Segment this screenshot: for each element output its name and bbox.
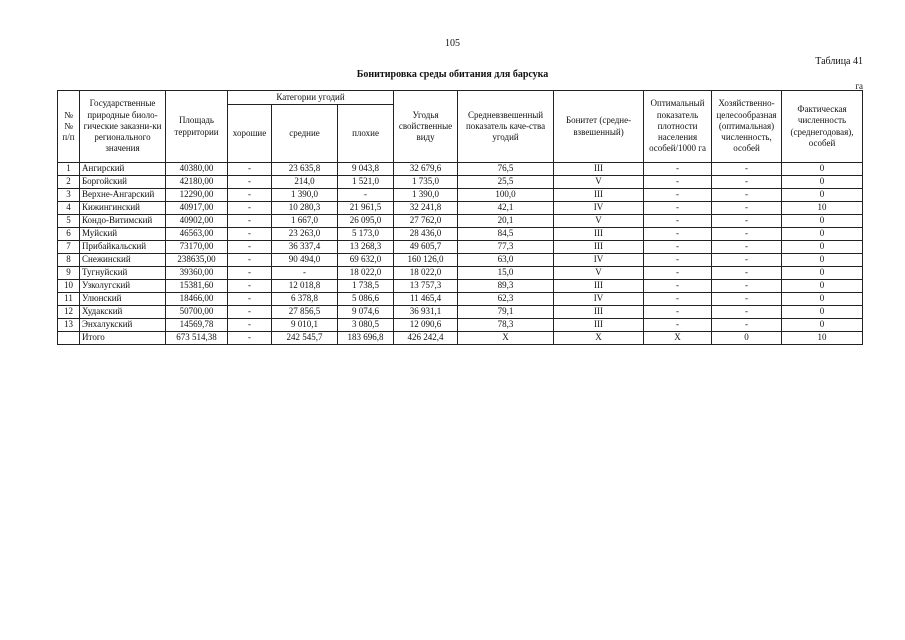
good-cell: - <box>228 176 272 189</box>
unit-label: га <box>855 81 863 91</box>
reserve-name-cell: Кондо-Витимский <box>80 215 166 228</box>
poor-cell: 69 632,0 <box>338 254 394 267</box>
actual-cell: 0 <box>782 215 863 228</box>
reserve-name-cell: Ангирский <box>80 163 166 176</box>
row-number-cell: 5 <box>58 215 80 228</box>
good-cell: - <box>228 202 272 215</box>
suitable-cell: 426 242,4 <box>394 332 458 345</box>
table-row <box>58 306 863 319</box>
col-header-suitable: Угодья свойственные виду <box>394 91 458 163</box>
table-row <box>58 293 863 306</box>
weighted-cell: 20,1 <box>458 215 554 228</box>
actual-cell: 0 <box>782 163 863 176</box>
col-header-area: Площадь территории <box>166 91 228 163</box>
row-number-cell: 2 <box>58 176 80 189</box>
actual-cell: 0 <box>782 176 863 189</box>
medium-cell: - <box>272 267 338 280</box>
suitable-cell: 28 436,0 <box>394 228 458 241</box>
suitable-cell: 27 762,0 <box>394 215 458 228</box>
medium-cell: 23 635,8 <box>272 163 338 176</box>
density-cell: - <box>644 293 712 306</box>
bonitet-cell: IV <box>554 293 644 306</box>
economic-cell: - <box>712 280 782 293</box>
medium-cell: 242 545,7 <box>272 332 338 345</box>
table-row <box>58 254 863 267</box>
actual-cell: 0 <box>782 189 863 202</box>
row-number-cell <box>58 332 80 345</box>
weighted-cell: 76,5 <box>458 163 554 176</box>
table-body <box>58 163 863 345</box>
reserve-name-cell: Кижингинский <box>80 202 166 215</box>
weighted-cell: 84,5 <box>458 228 554 241</box>
bonitet-cell: III <box>554 280 644 293</box>
actual-cell: 0 <box>782 254 863 267</box>
economic-cell: 0 <box>712 332 782 345</box>
table-row <box>58 280 863 293</box>
suitable-cell: 32 241,8 <box>394 202 458 215</box>
good-cell: - <box>228 280 272 293</box>
bonitet-cell: III <box>554 319 644 332</box>
medium-cell: 12 018,8 <box>272 280 338 293</box>
poor-cell: 5 173,0 <box>338 228 394 241</box>
reserve-name-cell: Худакский <box>80 306 166 319</box>
actual-cell: 0 <box>782 293 863 306</box>
col-header-weighted: Средневзвешенный показатель каче-ства угодий <box>458 91 554 163</box>
area-cell: 73170,00 <box>166 241 228 254</box>
area-cell: 673 514,38 <box>166 332 228 345</box>
poor-cell: 21 961,5 <box>338 202 394 215</box>
economic-cell: - <box>712 241 782 254</box>
area-cell: 40917,00 <box>166 202 228 215</box>
medium-cell: 1 667,0 <box>272 215 338 228</box>
medium-cell: 10 280,3 <box>272 202 338 215</box>
economic-cell: - <box>712 306 782 319</box>
good-cell: - <box>228 332 272 345</box>
header-row-1 <box>58 91 863 105</box>
density-cell: - <box>644 254 712 267</box>
row-number-cell: 11 <box>58 293 80 306</box>
good-cell: - <box>228 267 272 280</box>
poor-cell: 3 080,5 <box>338 319 394 332</box>
density-cell: - <box>644 306 712 319</box>
poor-cell: 183 696,8 <box>338 332 394 345</box>
good-cell: - <box>228 189 272 202</box>
density-cell: - <box>644 163 712 176</box>
suitable-cell: 11 465,4 <box>394 293 458 306</box>
density-cell: - <box>644 176 712 189</box>
reserve-name-cell: Итого <box>80 332 166 345</box>
table-row <box>58 202 863 215</box>
area-cell: 39360,00 <box>166 267 228 280</box>
table-row <box>58 163 863 176</box>
density-cell: - <box>644 189 712 202</box>
good-cell: - <box>228 215 272 228</box>
suitable-cell: 13 757,3 <box>394 280 458 293</box>
poor-cell: 26 095,0 <box>338 215 394 228</box>
col-header-reserve: Государственные природные биоло-гические заказни-ки регионального значения <box>80 91 166 163</box>
medium-cell: 9 010,1 <box>272 319 338 332</box>
area-cell: 50700,00 <box>166 306 228 319</box>
table-row <box>58 267 863 280</box>
density-cell: - <box>644 228 712 241</box>
suitable-cell: 32 679,6 <box>394 163 458 176</box>
poor-cell: 5 086,6 <box>338 293 394 306</box>
poor-cell: 1 521,0 <box>338 176 394 189</box>
density-cell: - <box>644 280 712 293</box>
col-header-poor: плохие <box>338 105 394 163</box>
col-header-optimal-density: Оптимальный показатель плотности населения особей/1000 га <box>644 91 712 163</box>
economic-cell: - <box>712 176 782 189</box>
economic-cell: - <box>712 254 782 267</box>
col-header-medium: средние <box>272 105 338 163</box>
density-cell: - <box>644 215 712 228</box>
col-header-good: хорошие <box>228 105 272 163</box>
weighted-cell: 63,0 <box>458 254 554 267</box>
poor-cell: 13 268,3 <box>338 241 394 254</box>
suitable-cell: 160 126,0 <box>394 254 458 267</box>
weighted-cell: 42,1 <box>458 202 554 215</box>
suitable-cell: 1 735,0 <box>394 176 458 189</box>
area-cell: 18466,00 <box>166 293 228 306</box>
good-cell: - <box>228 241 272 254</box>
good-cell: - <box>228 228 272 241</box>
suitable-cell: 1 390,0 <box>394 189 458 202</box>
medium-cell: 214,0 <box>272 176 338 189</box>
bonitet-cell: V <box>554 215 644 228</box>
bonitet-cell: V <box>554 176 644 189</box>
bonitet-cell: IV <box>554 202 644 215</box>
bonitet-cell: Х <box>554 332 644 345</box>
page-number: 105 <box>445 38 460 49</box>
actual-cell: 0 <box>782 241 863 254</box>
poor-cell: 18 022,0 <box>338 267 394 280</box>
reserve-name-cell: Тугнуйский <box>80 267 166 280</box>
row-number-cell: 8 <box>58 254 80 267</box>
weighted-cell: 78,3 <box>458 319 554 332</box>
bonitet-cell: III <box>554 163 644 176</box>
bonitet-cell: III <box>554 306 644 319</box>
poor-cell: 9 074,6 <box>338 306 394 319</box>
weighted-cell: Х <box>458 332 554 345</box>
weighted-cell: 77,3 <box>458 241 554 254</box>
economic-cell: - <box>712 202 782 215</box>
reserve-name-cell: Верхне-Ангарский <box>80 189 166 202</box>
table-row <box>58 176 863 189</box>
weighted-cell: 15,0 <box>458 267 554 280</box>
weighted-cell: 25,5 <box>458 176 554 189</box>
bonitet-cell: V <box>554 267 644 280</box>
bonitet-cell: III <box>554 228 644 241</box>
bonitet-cell: IV <box>554 254 644 267</box>
density-cell: - <box>644 241 712 254</box>
table-row <box>58 228 863 241</box>
actual-cell: 0 <box>782 319 863 332</box>
row-number-cell: 13 <box>58 319 80 332</box>
table-row <box>58 189 863 202</box>
row-number-cell: 4 <box>58 202 80 215</box>
suitable-cell: 18 022,0 <box>394 267 458 280</box>
good-cell: - <box>228 163 272 176</box>
row-number-cell: 1 <box>58 163 80 176</box>
reserve-name-cell: Прибайкальский <box>80 241 166 254</box>
weighted-cell: 89,3 <box>458 280 554 293</box>
col-header-bonitet: Бонитет (средне-взвешенный) <box>554 91 644 163</box>
poor-cell: - <box>338 189 394 202</box>
economic-cell: - <box>712 319 782 332</box>
density-cell: - <box>644 267 712 280</box>
col-header-num: №№ п/п <box>58 91 80 163</box>
economic-cell: - <box>712 228 782 241</box>
poor-cell: 1 738,5 <box>338 280 394 293</box>
table-row <box>58 241 863 254</box>
area-cell: 15381,60 <box>166 280 228 293</box>
bonitet-table <box>57 90 863 345</box>
medium-cell: 27 856,5 <box>272 306 338 319</box>
col-header-economic: Хозяйственно-целесообразная (оптимальная) численность, особей <box>712 91 782 163</box>
area-cell: 40902,00 <box>166 215 228 228</box>
area-cell: 238635,00 <box>166 254 228 267</box>
good-cell: - <box>228 293 272 306</box>
actual-cell: 0 <box>782 280 863 293</box>
suitable-cell: 36 931,1 <box>394 306 458 319</box>
row-number-cell: 3 <box>58 189 80 202</box>
reserve-name-cell: Боргойский <box>80 176 166 189</box>
reserve-name-cell: Муйский <box>80 228 166 241</box>
reserve-name-cell: Энхалукский <box>80 319 166 332</box>
weighted-cell: 79,1 <box>458 306 554 319</box>
weighted-cell: 62,3 <box>458 293 554 306</box>
medium-cell: 6 378,8 <box>272 293 338 306</box>
medium-cell: 1 390,0 <box>272 189 338 202</box>
suitable-cell: 49 605,7 <box>394 241 458 254</box>
area-cell: 40380,00 <box>166 163 228 176</box>
table-label: Таблица 41 <box>815 56 863 67</box>
bonitet-cell: III <box>554 189 644 202</box>
good-cell: - <box>228 319 272 332</box>
table-row <box>58 215 863 228</box>
density-cell: - <box>644 319 712 332</box>
document-title: Бонитировка среды обитания для барсука <box>356 69 549 80</box>
col-header-actual: Фактическая численность (среднегодовая), особей <box>782 91 863 163</box>
good-cell: - <box>228 254 272 267</box>
economic-cell: - <box>712 267 782 280</box>
medium-cell: 36 337,4 <box>272 241 338 254</box>
row-number-cell: 9 <box>58 267 80 280</box>
good-cell: - <box>228 306 272 319</box>
actual-cell: 10 <box>782 332 863 345</box>
economic-cell: - <box>712 215 782 228</box>
row-number-cell: 7 <box>58 241 80 254</box>
reserve-name-cell: Снежинский <box>80 254 166 267</box>
weighted-cell: 100,0 <box>458 189 554 202</box>
poor-cell: 9 043,8 <box>338 163 394 176</box>
suitable-cell: 12 090,6 <box>394 319 458 332</box>
bonitet-cell: III <box>554 241 644 254</box>
medium-cell: 90 494,0 <box>272 254 338 267</box>
actual-cell: 0 <box>782 228 863 241</box>
row-number-cell: 12 <box>58 306 80 319</box>
density-cell: Х <box>644 332 712 345</box>
row-number-cell: 6 <box>58 228 80 241</box>
reserve-name-cell: Узколугский <box>80 280 166 293</box>
area-cell: 42180,00 <box>166 176 228 189</box>
area-cell: 14569,78 <box>166 319 228 332</box>
medium-cell: 23 263,0 <box>272 228 338 241</box>
col-header-categories: Категории угодий <box>228 91 394 105</box>
economic-cell: - <box>712 189 782 202</box>
area-cell: 12290,00 <box>166 189 228 202</box>
row-number-cell: 10 <box>58 280 80 293</box>
area-cell: 46563,00 <box>166 228 228 241</box>
actual-cell: 0 <box>782 306 863 319</box>
economic-cell: - <box>712 293 782 306</box>
total-row <box>58 332 863 345</box>
actual-cell: 10 <box>782 202 863 215</box>
density-cell: - <box>644 202 712 215</box>
economic-cell: - <box>712 163 782 176</box>
table-row <box>58 319 863 332</box>
reserve-name-cell: Улюнский <box>80 293 166 306</box>
actual-cell: 0 <box>782 267 863 280</box>
